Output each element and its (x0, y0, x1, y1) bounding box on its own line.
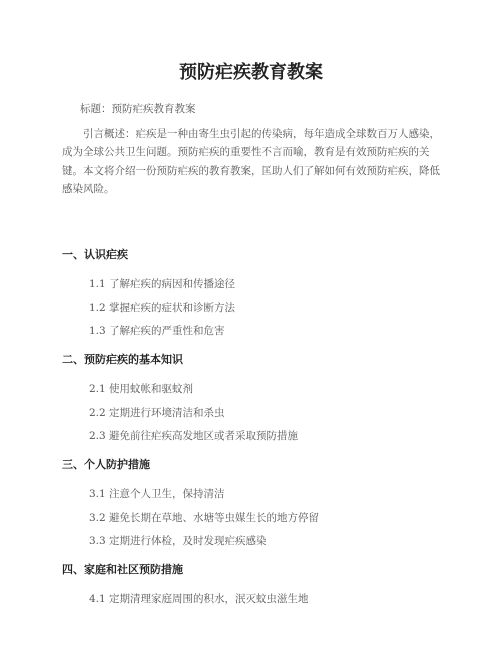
section-heading-1: 一、认识疟疾 (62, 248, 128, 261)
section-1-item-2: 1.2 掌握疟疾的症状和诊断方法 (89, 302, 236, 314)
section-heading-3: 三、个人防护措施 (62, 458, 150, 471)
section-2-item-1: 2.1 使用蚊帐和驱蚊剂 (89, 383, 194, 395)
section-heading-4: 四、家庭和社区预防措施 (62, 563, 183, 576)
section-3-item-3: 3.3 定期进行体检，及时发现疟疾感染 (89, 535, 267, 547)
section-1-item-1: 1.1 了解疟疾的病因和传播途径 (89, 278, 236, 290)
section-2-item-2: 2.2 定期进行环境清洁和杀虫 (89, 407, 225, 419)
section-2-item-3: 2.3 避免前往疟疾高发地区或者采取预防措施 (89, 430, 299, 442)
section-3-item-2: 3.2 避免长期在草地、水塘等虫媒生长的地方停留 (89, 512, 320, 524)
section-3-item-1: 3.1 注意个人卫生，保持清洁 (89, 488, 225, 500)
document-subtitle: 标题：预防疟疾教育教案 (80, 103, 196, 115)
section-4-item-1: 4.1 定期清理家庭周围的积水，泯灭蚊虫滋生地 (89, 593, 309, 605)
section-heading-2: 二、预防疟疾的基本知识 (62, 353, 183, 366)
section-1-item-3: 1.3 了解疟疾的严重性和危害 (89, 325, 225, 337)
document-title: 预防疟疾教育教案 (179, 62, 323, 83)
intro-paragraph: 引言概述：疟疾是一种由寄生虫引起的传染病，每年造成全球数百万人感染，成为全球公共卫生问题。预防疟疾的重要性不言而喻，教育是有效预防疟疾的关键。本文将介绍一份预防疟疾的教育教案，匡助人们了解如何有效预防疟疾，降低感染风险。 (62, 128, 440, 196)
